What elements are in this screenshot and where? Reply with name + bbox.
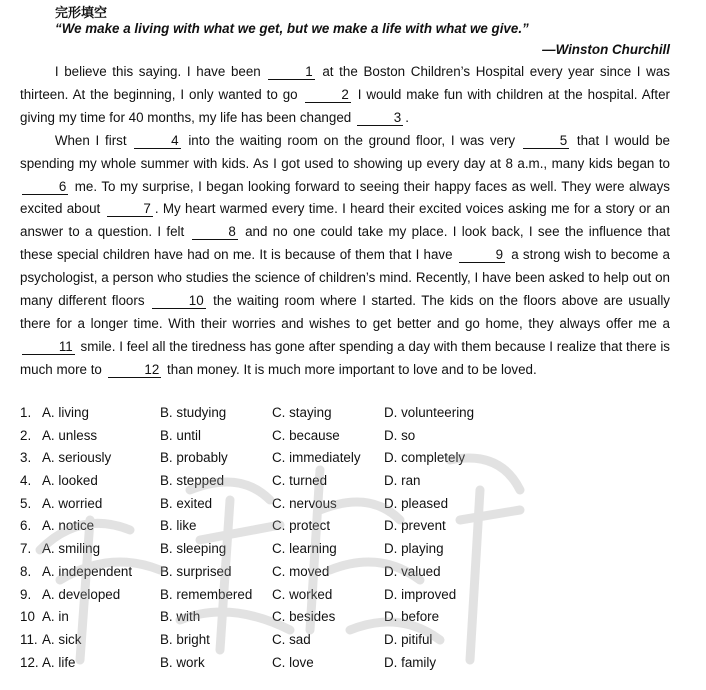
option-c: C. worked bbox=[272, 586, 333, 602]
option-d: D. family bbox=[384, 654, 437, 670]
option-a: A. looked bbox=[42, 473, 98, 489]
answer-options bbox=[20, 402, 700, 674]
passage-text: . My heart warmed every time. I heard their excited voices asking me for a story or an answer to a question. I felt bbox=[20, 201, 670, 240]
option-b: B. remembered bbox=[160, 586, 253, 602]
option-a: A. life bbox=[42, 654, 76, 670]
option-b: B. with bbox=[160, 609, 201, 625]
option-b: B. stepped bbox=[160, 473, 225, 489]
blank-4: 4 bbox=[134, 134, 180, 149]
passage-text: into the waiting room on the ground floor, I was very bbox=[182, 132, 521, 148]
option-b: B. surprised bbox=[160, 563, 232, 579]
passage-text: When I first bbox=[54, 132, 133, 148]
blank-3: 3 bbox=[357, 111, 403, 126]
question-number: 7. bbox=[20, 541, 32, 557]
option-a: A. smiling bbox=[42, 541, 101, 557]
option-c: C. immediately bbox=[272, 450, 361, 466]
blank-9: 9 bbox=[459, 248, 505, 263]
passage-text: and no one could take my place. I look back, I see the influence that these special children have had on me. It is because of them that I have bbox=[20, 224, 670, 263]
blank-5: 5 bbox=[523, 134, 569, 149]
question-row bbox=[20, 584, 700, 607]
passage-text: the waiting room where I started. The kids on the floors above are usually there for a longer time. With their worries and wishes to get better and go home, they always offer me a bbox=[20, 293, 670, 331]
option-d: D. pitiful bbox=[384, 631, 433, 647]
blank-10: 10 bbox=[152, 294, 206, 309]
epigraph-author: —Winston Churchill bbox=[542, 42, 670, 57]
question-row bbox=[20, 652, 700, 675]
question-row bbox=[20, 515, 700, 538]
option-c: C. moved bbox=[272, 563, 330, 579]
option-d: D. playing bbox=[384, 541, 444, 557]
option-c: C. learning bbox=[272, 541, 337, 557]
blank-7: 7 bbox=[107, 202, 153, 217]
option-d: D. valued bbox=[384, 563, 441, 579]
option-d: D. prevent bbox=[384, 518, 446, 534]
question-number: 9. bbox=[20, 586, 32, 602]
question-number: 2. bbox=[20, 427, 32, 443]
option-c: C. love bbox=[272, 654, 314, 670]
passage-text: than money. It is much more important to love and to be loved. bbox=[163, 361, 537, 377]
blank-11: 11 bbox=[22, 340, 75, 355]
question-number: 1. bbox=[20, 405, 32, 420]
question-row bbox=[20, 629, 700, 652]
option-d: D. volunteering bbox=[384, 405, 475, 420]
blank-1: 1 bbox=[268, 65, 314, 80]
question-number: 5. bbox=[20, 495, 32, 511]
passage-text: me. To my surprise, I began looking forward to seeing their happy faces as well. They were always excited about bbox=[20, 178, 670, 217]
option-c: C. because bbox=[272, 427, 340, 443]
question-row bbox=[20, 493, 700, 516]
option-c: C. sad bbox=[272, 631, 311, 647]
question-number: 12. bbox=[20, 654, 39, 670]
option-c: C. staying bbox=[272, 405, 332, 420]
passage-text: . bbox=[405, 109, 409, 125]
option-a: A. developed bbox=[42, 586, 121, 602]
question-row bbox=[20, 606, 700, 629]
passage-text: a strong wish to become a psychologist, a person who studies the science of children’s mind. Recently, I have been asked to help out on many different floors bbox=[20, 247, 670, 309]
question-row bbox=[20, 402, 700, 425]
option-c: C. protect bbox=[272, 518, 331, 534]
question-row bbox=[20, 470, 700, 493]
option-b: B. like bbox=[160, 518, 197, 534]
blank-12: 12 bbox=[108, 363, 162, 378]
option-a: A. sick bbox=[42, 631, 82, 647]
option-d: D. completely bbox=[384, 450, 466, 466]
option-b: B. bright bbox=[160, 631, 210, 647]
option-c: C. turned bbox=[272, 473, 328, 489]
epigraph-quote: “We make a living with what we get, but we make a life with what we give.” bbox=[55, 21, 529, 36]
question-row bbox=[20, 538, 700, 561]
question-number: 8. bbox=[20, 563, 32, 579]
option-b: B. work bbox=[160, 654, 205, 670]
question-row bbox=[20, 447, 700, 470]
option-b: B. sleeping bbox=[160, 541, 227, 557]
passage-text: I believe this saying. I have been bbox=[54, 64, 267, 79]
cloze-passage bbox=[20, 61, 670, 382]
question-number: 3. bbox=[20, 450, 32, 466]
blank-6: 6 bbox=[22, 180, 68, 195]
passage-paragraph bbox=[20, 130, 670, 382]
passage-text: I would make fun with children at the hospital. After giving my time for 40 months, my life has been changed bbox=[20, 86, 670, 125]
passage-text: smile. I feel all the tiredness has gone after spending a day with them because I realize that there is much more to bbox=[20, 338, 670, 377]
question-number: 4. bbox=[20, 473, 32, 489]
option-d: D. so bbox=[384, 427, 416, 443]
question-number: 6. bbox=[20, 518, 32, 534]
passage-text: at the Boston Children’s Hospital every year since I was thirteen. At the beginning, I only wanted to go bbox=[20, 64, 670, 102]
option-b: B. until bbox=[160, 427, 201, 443]
question-row bbox=[20, 425, 700, 448]
passage-paragraph bbox=[20, 61, 670, 130]
option-a: A. worried bbox=[42, 495, 103, 511]
question-row bbox=[20, 561, 700, 584]
blank-8: 8 bbox=[192, 225, 238, 240]
option-d: D. ran bbox=[384, 473, 421, 489]
option-c: C. besides bbox=[272, 609, 336, 625]
option-b: B. probably bbox=[160, 450, 228, 466]
option-c: C. nervous bbox=[272, 495, 337, 511]
option-d: D. improved bbox=[384, 586, 457, 602]
option-d: D. pleased bbox=[384, 495, 449, 511]
option-b: B. exited bbox=[160, 495, 213, 511]
blank-2: 2 bbox=[305, 88, 351, 103]
option-a: A. seriously bbox=[42, 450, 112, 466]
option-a: A. in bbox=[42, 609, 69, 625]
option-a: A. independent bbox=[42, 563, 133, 579]
passage-text: that I would be spending my whole summer with kids. As I got used to showing up every day at 8 a.m., many kids began to bbox=[20, 132, 671, 171]
option-d: D. before bbox=[384, 609, 440, 625]
option-a: A. living bbox=[42, 405, 89, 420]
option-a: A. unless bbox=[42, 427, 98, 443]
section-heading: 完形填空 bbox=[55, 5, 108, 20]
option-b: B. studying bbox=[160, 405, 227, 420]
question-number: 11. bbox=[20, 631, 38, 647]
question-number: 10 bbox=[20, 609, 35, 625]
option-a: A. notice bbox=[42, 518, 95, 534]
